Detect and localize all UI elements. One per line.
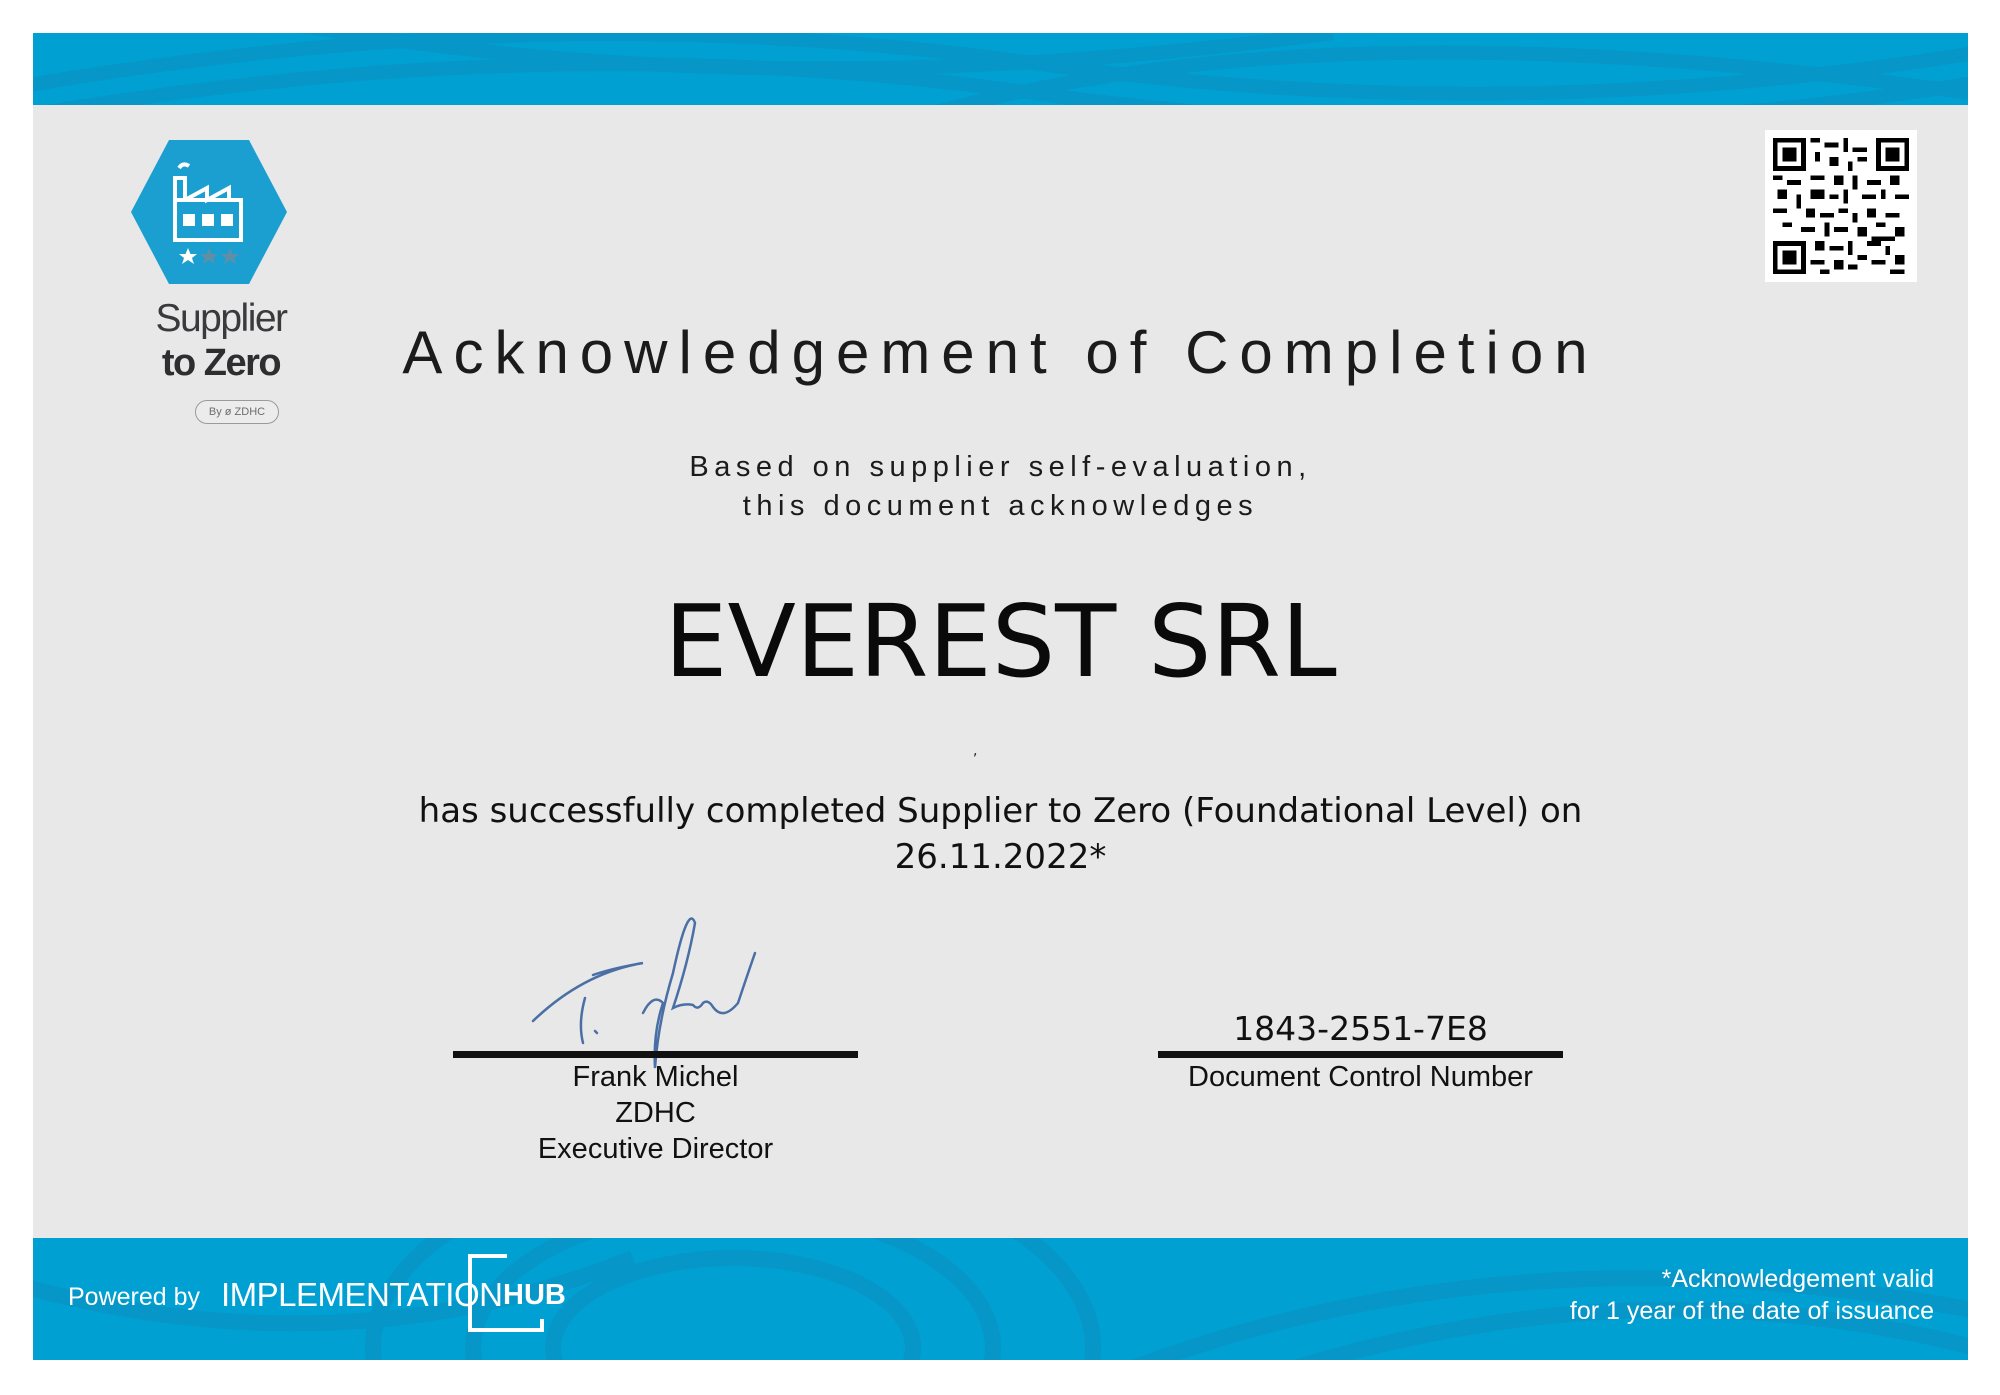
logo-text-supplier: Supplier xyxy=(155,297,287,340)
certificate xyxy=(33,33,1968,1360)
completion-date: 26.11.2022* xyxy=(894,837,1107,877)
signer-role: Executive Director xyxy=(537,1133,774,1165)
document-control-number: 1843-2551-7E8 xyxy=(1233,1009,1488,1048)
subtitle-line-1: Based on supplier self-evaluation, xyxy=(689,451,1312,483)
zdhc-badge: By ø ZDHC xyxy=(195,400,279,424)
validity-note-line-2: for 1 year of the date of issuance xyxy=(1569,1297,1934,1325)
implementation-wordmark: IMPLEMENTATION xyxy=(221,1276,503,1313)
document-control-label: Document Control Number xyxy=(1188,1061,1533,1093)
completion-statement: has successfully completed Supplier to Zero (Foundational Level) on xyxy=(418,791,1583,831)
powered-by-label: Powered by xyxy=(68,1283,201,1311)
company-name: EVEREST SRL xyxy=(664,583,1337,700)
hub-wordmark: HUB xyxy=(503,1279,566,1311)
handwritten-signature xyxy=(523,903,853,1073)
logo-text-to-zero: to Zero xyxy=(161,342,281,384)
qr-code[interactable] xyxy=(1765,130,1917,282)
signer-name: Frank Michel xyxy=(572,1061,739,1093)
control-number-line xyxy=(1158,1051,1563,1058)
qr-code-icon xyxy=(1773,138,1909,274)
separator-comma: , xyxy=(973,743,978,759)
factory-icon xyxy=(129,138,289,288)
top-decorative-band xyxy=(33,33,1968,105)
signer-organization: ZDHC xyxy=(615,1097,696,1129)
certificate-title: Acknowledgement of Completion xyxy=(402,319,1599,386)
subtitle-line-2: this document acknowledges xyxy=(742,490,1259,522)
signature-line xyxy=(453,1051,858,1058)
validity-note-line-1: *Acknowledgement valid xyxy=(1661,1265,1934,1293)
